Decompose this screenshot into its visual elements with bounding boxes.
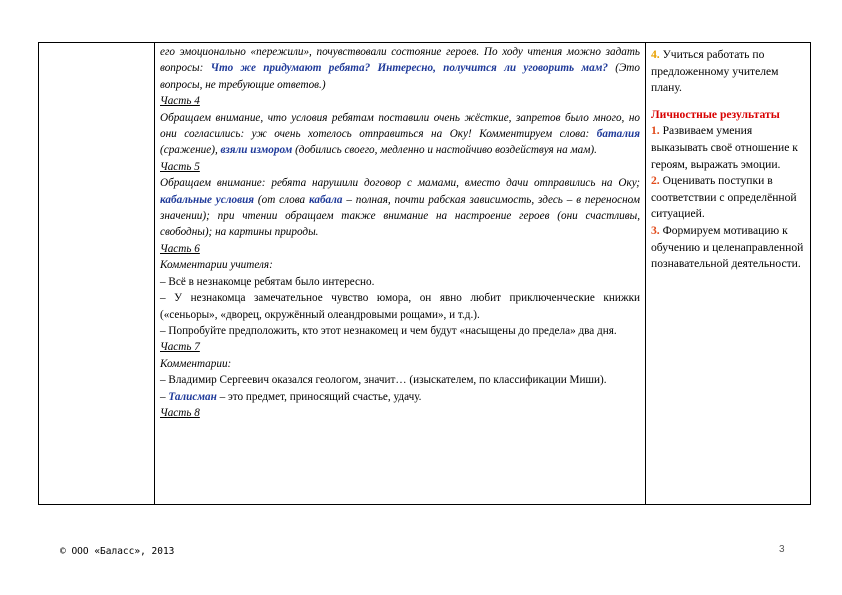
- result-item: [651, 123, 809, 173]
- column-divider: [154, 43, 155, 504]
- item-text: Формируем мотивацию к обучению и целенаправленной познавательной деятельности.: [651, 223, 804, 271]
- item-number: 2.: [651, 174, 660, 188]
- item-text: Учиться работать по предложенному учителем плану.: [651, 48, 779, 95]
- text: – полная, почти рабская зависимость, здесь – в переносном значении); при чтении обращаем также внимание на настроение героев (они счастливы, свободны); на картины природы.: [160, 193, 640, 239]
- vocab-word: кабала: [308, 193, 343, 206]
- comments-heading: Комментарии учителя:: [160, 259, 273, 272]
- lesson-content-cell: [160, 44, 640, 421]
- text: (сражение),: [160, 144, 221, 157]
- part4-paragraph: [160, 110, 640, 159]
- intro-text: его эмоционально «пережили», почувствовали состояние героев. По ходу чтения можно задать вопросы:: [160, 46, 640, 75]
- item-number: 3.: [651, 223, 660, 237]
- text: Обращаем внимание, что условия ребятам поставили очень жёсткие, запретов было много, но они согласились: уж очень хотелось отправиться на Оку! Комментируем слова:: [160, 111, 640, 141]
- item-text: Оценивать поступки в соответствии с определённой ситуацией.: [651, 174, 797, 221]
- part-heading: Часть 5: [160, 160, 200, 173]
- comment-line: – У незнакомца замечательное чувство юмора, он явно любит приключенческие книжки («сеньоры», «дворец, окружённый олеандровыми рощами», и т.д.).: [160, 292, 640, 321]
- item-number: 4.: [651, 48, 660, 61]
- column-divider: [645, 43, 646, 504]
- comment-line: – Всё в незнакомце ребятам было интересно.: [160, 275, 375, 288]
- intro-note: (Это вопросы, не требующие ответов.): [160, 62, 640, 91]
- results-heading: Личностные результаты: [651, 107, 780, 121]
- text: – это предмет, приносящий счастье, удачу.: [216, 390, 422, 403]
- page-number: 3: [779, 544, 785, 555]
- text: (от слова: [254, 193, 309, 206]
- part-heading: Часть 4: [160, 95, 200, 108]
- comment-line: – Попробуйте предположить, кто этот незнакомец и чем будут «насыщены до предела» два дня.: [160, 324, 617, 337]
- part-heading: Часть 8: [160, 406, 200, 419]
- item-text: Развиваем умения выказывать своё отношение к героям, выражать эмоции.: [651, 124, 798, 171]
- comment-line: – Талисман – это предмет, приносящий счастье, удачу.: [160, 390, 422, 403]
- comment-line: – Владимир Сергеевич оказался геологом, значит… (изыскателем, по классификации Миши).: [160, 374, 607, 387]
- part5-paragraph: [160, 175, 640, 241]
- results-cell: [651, 47, 809, 273]
- intro-paragraph: [160, 44, 640, 93]
- result-item: [651, 47, 809, 97]
- vocab-word: Талисман: [168, 390, 217, 403]
- text: (добились своего, медленно и настойчиво воздействуя на мам).: [292, 144, 597, 157]
- text: Обращаем внимание: ребята нарушили договор с мамами, вместо дачи отправились на Оку;: [160, 177, 640, 190]
- item-number: 1.: [651, 124, 660, 138]
- result-item: [651, 223, 809, 273]
- part-heading: Часть 6: [160, 242, 200, 255]
- vocab-word: кабальные условия: [160, 193, 255, 206]
- questions: Что же придумают ребята? Интересно, получится ли уговорить мам?: [210, 62, 608, 75]
- result-item: [651, 173, 809, 223]
- vocab-word: взяли измором: [220, 144, 293, 157]
- comments-heading: Комментарии:: [160, 357, 232, 370]
- copyright-footer: © ООО «Баласс», 2013: [60, 546, 175, 557]
- vocab-word: баталия: [596, 128, 640, 141]
- part-heading: Часть 7: [160, 341, 200, 354]
- lesson-table: [38, 42, 811, 505]
